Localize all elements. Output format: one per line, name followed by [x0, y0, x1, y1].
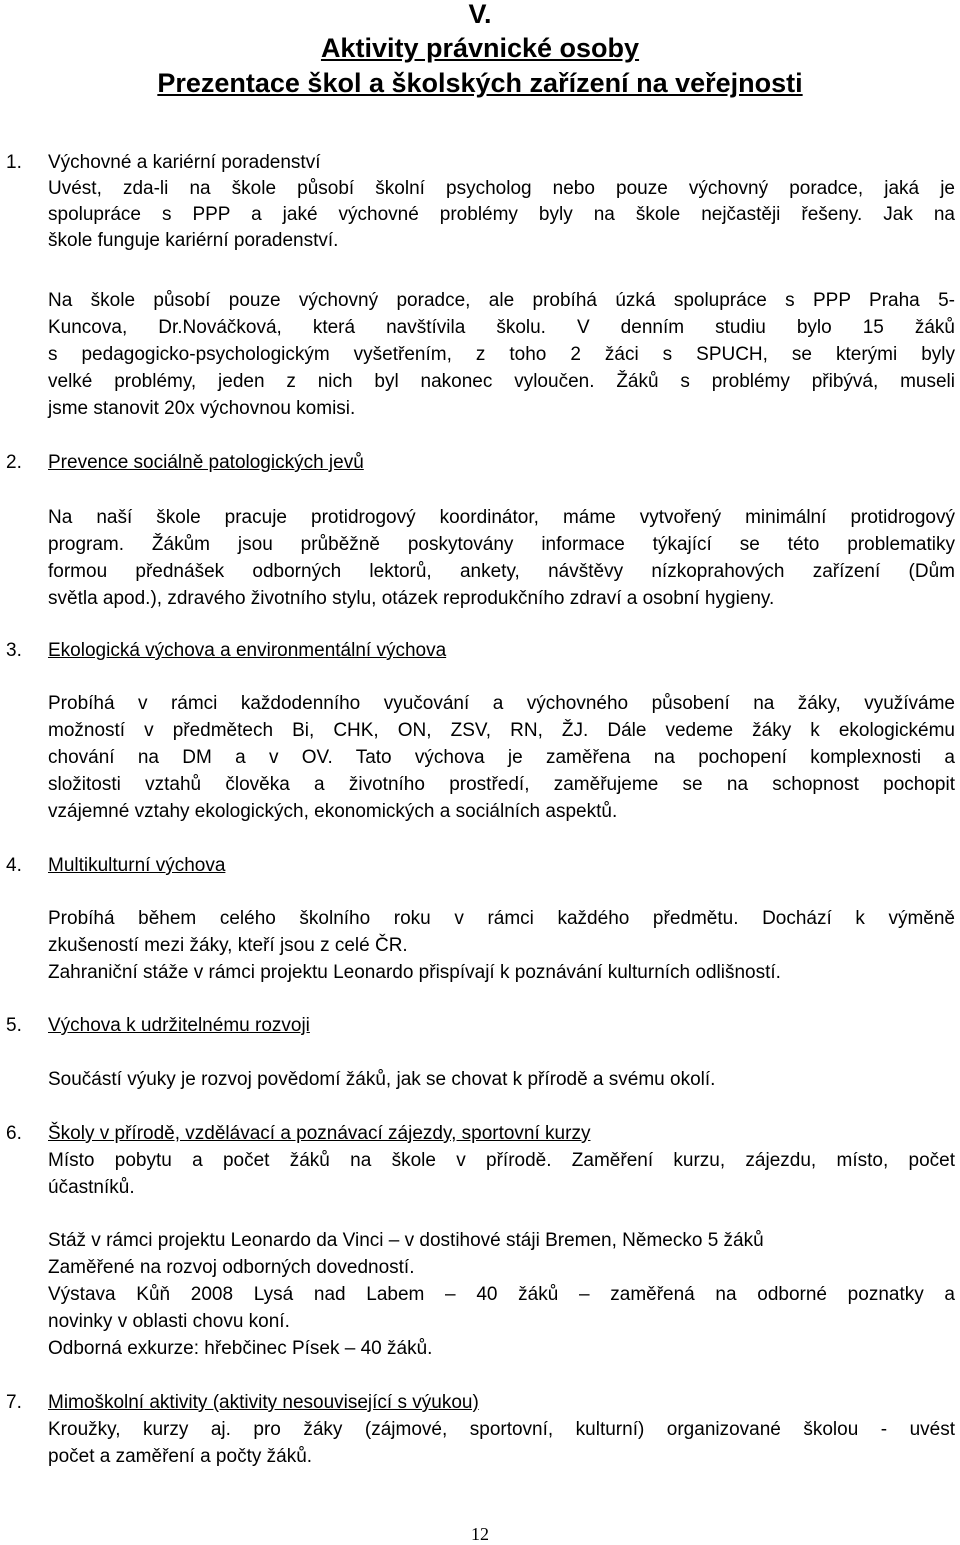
section-7-heading: Mimoškolní aktivity (aktivity nesouvisející s výukou) [48, 1392, 479, 1413]
section-7-intro-line: Kroužky, kurzy aj. pro žáky (zájmové, sportovní, kulturní) organizované školou - uvést [48, 1419, 955, 1440]
section-1-body-line: velké problémy, jeden z nich byl nakonec vyloučen. Žáků s problémy přibývá, museli [48, 371, 955, 392]
section-4-number: 4. [6, 855, 22, 876]
section-2-body-line: Na naší škole pracuje protidrogový koordinátor, máme vytvořený minimální protidrogový [48, 507, 955, 528]
section-4-body-line: Probíhá během celého školního roku v rámci každého předmětu. Dochází k výměně [48, 908, 955, 929]
section-3-body-line: chování na DM a v OV. Tato výchova je zaměřena na pochopení komplexnosti a [48, 747, 955, 768]
section-7-intro-line: počet a zaměření a počty žáků. [48, 1446, 313, 1467]
section-6-body-line: Odborná exkurze: hřebčinec Písek – 40 žáků. [48, 1338, 433, 1359]
page-number: 12 [471, 1524, 489, 1544]
section-4-heading: Multikulturní výchova [48, 855, 226, 876]
section-6-heading: Školy v přírodě, vzdělávací a poznávací zájezdy, sportovní kurzy [48, 1123, 591, 1144]
section-5-heading: Výchova k udržitelnému rozvoji [48, 1015, 310, 1036]
section-1-intro-line: škole funguje kariérní poradenství. [48, 230, 339, 251]
section-7-number: 7. [6, 1392, 22, 1413]
section-6-intro-line: účastníků. [48, 1177, 135, 1198]
section-4-body-line: Zahraniční stáže v rámci projektu Leonardo přispívají k poznávání kulturních odlišností. [48, 962, 781, 983]
section-4-body-line: zkušeností mezi žáky, kteří jsou z celé ČR. [48, 935, 408, 956]
chapter-number: V. [468, 0, 492, 29]
section-1-intro-line: spolupráce s PPP a jaké výchovné problémy byly na škole nejčastěji řešeny. Jak na [48, 204, 955, 225]
section-6-body-line: novinky v oblasti chovu koní. [48, 1311, 290, 1332]
section-2-body-line: světla apod.), zdravého životního stylu, otázek reprodukčního zdraví a osobní hygieny. [48, 588, 775, 609]
section-3-heading: Ekologická výchova a environmentální výchova [48, 640, 447, 661]
section-1-body-line: jsme stanovit 20x výchovnou komisi. [48, 398, 356, 419]
section-6-intro-line: Místo pobytu a počet žáků na škole v přírodě. Zaměření kurzu, zájezdu, místo, počet [48, 1150, 955, 1171]
section-3-body-line: složitosti vztahů člověka a životního prostředí, zaměřujeme se na schopnost pochopit [48, 774, 955, 795]
section-6-body-line: Výstava Kůň 2008 Lysá nad Labem – 40 žáků – zaměřená na odborné poznatky a [48, 1284, 955, 1305]
section-6-body-line: Stáž v rámci projektu Leonardo da Vinci – v dostihové stáji Bremen, Německo 5 žáků [48, 1230, 764, 1251]
chapter-title: Aktivity právnické osoby [320, 33, 640, 63]
section-3-number: 3. [6, 640, 22, 661]
section-2-body-line: formou přednášek odborných lektorů, ankety, návštěvy nízkoprahových zařízení (Dům [48, 561, 955, 582]
section-1-body-line: Na škole působí pouze výchovný poradce, ale probíhá úzká spolupráce s PPP Praha 5- [48, 290, 955, 311]
section-5-number: 5. [6, 1015, 22, 1036]
section-5-body-line: Součástí výuky je rozvoj povědomí žáků, jak se chovat k přírodě a svému okolí. [48, 1069, 716, 1090]
section-2-number: 2. [6, 452, 22, 473]
section-6-number: 6. [6, 1123, 22, 1144]
section-2-body-line: program. Žákům jsou průběžně poskytovány informace týkající se této problematiky [48, 534, 955, 555]
chapter-subtitle: Prezentace škol a školských zařízení na veřejnosti [157, 68, 803, 98]
section-3-body-line: možností v předmětech Bi, CHK, ON, ZSV, RN, ŽJ. Dále vedeme žáky k ekologickému [48, 720, 955, 741]
section-1-body-line: s pedagogicko-psychologickým vyšetřením, z toho 2 žáci s SPUCH, se kterými byly [48, 344, 955, 365]
section-6-body-line: Zaměřené na rozvoj odborných dovedností. [48, 1257, 415, 1278]
section-1-intro-line: Uvést, zda-li na škole působí školní psycholog nebo pouze výchovný poradce, jaká je [48, 178, 955, 199]
section-1-body-line: Kuncova, Dr.Nováčková, která navštívila školu. V denním studiu bylo 15 žáků [48, 317, 955, 338]
section-1-heading: Výchovné a kariérní poradenství [48, 152, 321, 173]
section-3-body-line: Probíhá v rámci každodenního vyučování a výchovného působení na žáky, využíváme [48, 693, 955, 714]
section-1-number: 1. [6, 152, 22, 173]
section-3-body-line: vzájemné vztahy ekologických, ekonomických a sociálních aspektů. [48, 801, 618, 822]
section-2-heading: Prevence sociálně patologických jevů [48, 452, 364, 473]
